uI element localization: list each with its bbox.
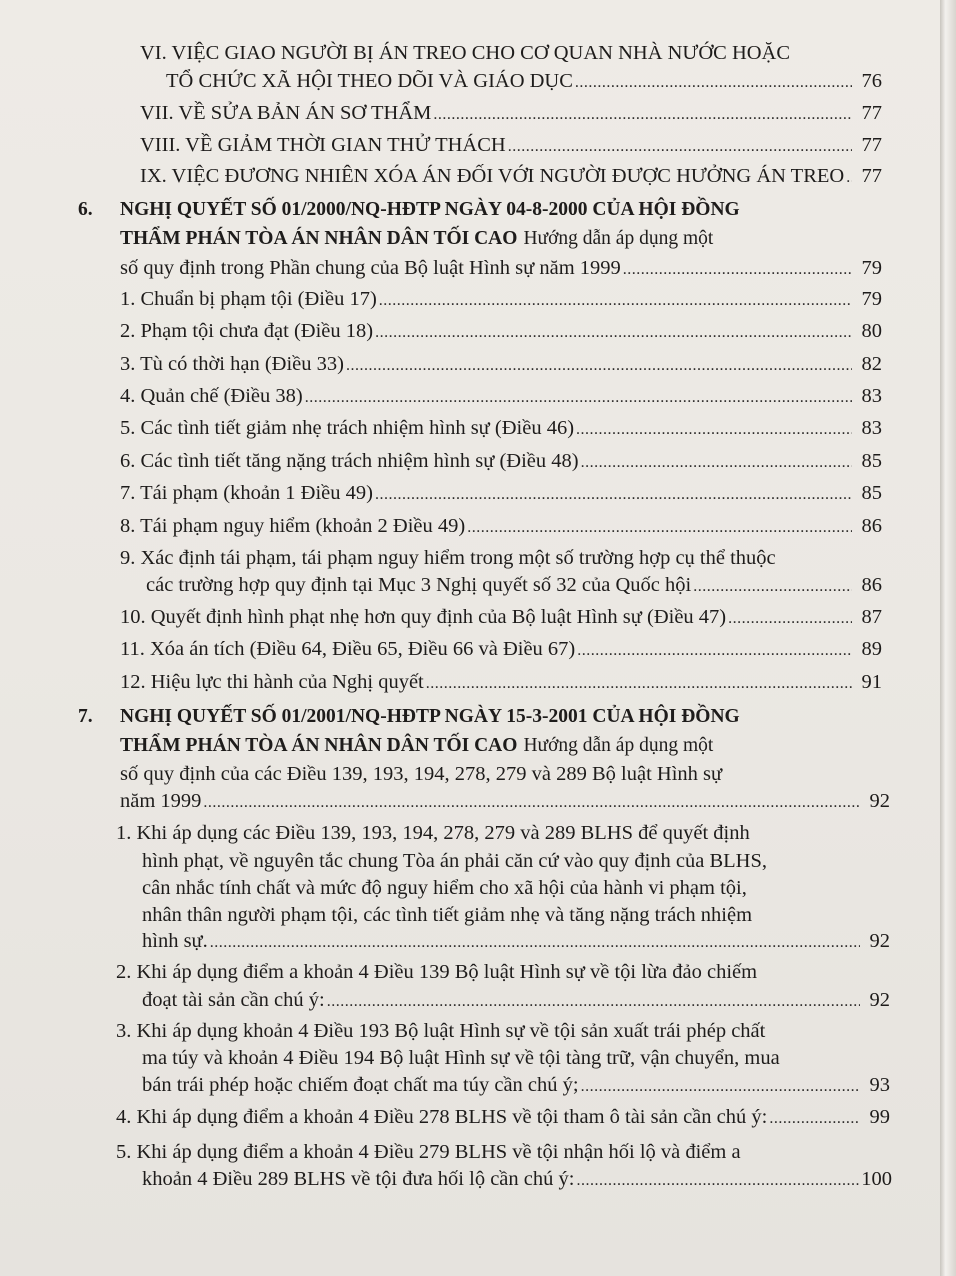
section-title-text: năm 1999 [120,790,202,812]
toc-item-3-line1 [116,1016,840,1046]
toc-item-1-line3 [142,873,838,903]
dot-leader [769,1104,860,1134]
dot-leader [375,480,852,510]
page-number: 77 [861,165,882,187]
dot-leader [346,351,852,381]
toc-item-2-line1 [116,957,840,987]
dot-leader [467,513,852,543]
toc-entry-viii [140,130,882,160]
toc-item-text: 5. Khi áp dụng điểm a khoản 4 Điều 279 BLHS về tội nhận hối lộ và điểm a [116,1141,741,1163]
toc-item-text: hình sự. [142,930,208,952]
section-title-text: NGHỊ QUYẾT SỐ 01/2000/NQ-HĐTP NGÀY 04-8-2000 CỦA HỘI ĐỒNG [120,199,740,220]
dot-leader [623,255,852,285]
toc-item-text: 11. Xóa án tích (Điều 64, Điều 65, Điều 66 và Điều 67) [120,638,576,660]
dot-leader [508,132,852,162]
toc-item [120,446,882,476]
toc-item [120,634,882,664]
toc-item [120,284,882,314]
toc-item-1-line1 [116,818,838,848]
page-number: 83 [861,417,882,439]
toc-item-text: các trường hợp quy định tại Mục 3 Nghị quyết số 32 của Quốc hội [146,574,692,596]
section-7-title-line1 [120,702,832,732]
section-6-title-line3 [120,253,882,283]
toc-entry-vi-line2 [166,66,882,96]
page-number: 93 [869,1074,890,1096]
toc-entry-text: TỔ CHỨC XÃ HỘI THEO DÕI VÀ GIÁO DỤC [166,70,573,92]
dot-leader [693,572,852,602]
section-title-bold: THẨM PHÁN TÒA ÁN NHÂN DÂN TỐI CAO [120,735,518,756]
dot-leader [577,636,852,666]
page-number: 82 [861,353,882,375]
toc-entry-ix [140,161,882,191]
toc-entry-vii [140,98,882,128]
toc-item-text: khoản 4 Điều 289 BLHS về tội đưa hối lộ cần chú ý: [142,1168,575,1190]
section-7-title-line4 [120,786,890,816]
toc-entry-vi-line1 [140,38,830,68]
page-edge [940,0,956,1276]
toc-entry-text: VII. VỀ SỬA BẢN ÁN SƠ THẨM [140,102,432,124]
dot-leader [581,1072,860,1102]
page-number: 92 [869,930,890,952]
toc-item-text: ma túy và khoản 4 Điều 194 Bộ luật Hình sự về tội tàng trữ, vận chuyển, mua [142,1047,780,1069]
toc-item-text: 1. Chuẩn bị phạm tội (Điều 17) [120,288,377,310]
toc-item [120,413,882,443]
page-number: 77 [861,102,882,124]
toc-item-9-line1 [120,543,832,573]
section-title-bold: THẨM PHÁN TÒA ÁN NHÂN DÂN TỐI CAO [120,228,518,249]
toc-item [120,349,882,379]
section-title-rest: Hướng dẫn áp dụng một [523,228,714,249]
dot-leader [375,318,852,348]
toc-item-text: cân nhắc tính chất và mức độ nguy hiểm cho xã hội của hành vi phạm tội, [142,877,747,899]
dot-leader [379,286,852,316]
toc-item-text: 12. Hiệu lực thi hành của Nghị quyết [120,671,424,693]
dot-leader [576,1166,859,1196]
page-number: 85 [861,450,882,472]
toc-item [120,478,882,508]
page-number: 76 [861,70,882,92]
section-title-rest: Hướng dẫn áp dụng một [523,735,714,756]
page-number: 83 [861,385,882,407]
toc-item-4 [116,1102,890,1132]
dot-leader [305,383,852,413]
toc-item-text: bán trái phép hoặc chiếm đoạt chất ma túy cần chú ý; [142,1074,579,1096]
toc-item-3-line3 [142,1070,890,1100]
section-title-text: NGHỊ QUYẾT SỐ 01/2001/NQ-HĐTP NGÀY 15-3-2001 CỦA HỘI ĐỒNG [120,706,740,727]
page-number: 92 [869,989,890,1011]
toc-item [120,667,882,697]
toc-item [120,511,882,541]
page-number: 86 [861,574,882,596]
dot-leader [576,415,852,445]
toc-item-3-line2 [142,1043,840,1073]
page-number: 99 [869,1106,890,1128]
toc-item-5-line1 [116,1137,842,1167]
section-title-text: số quy định trong Phần chung của Bộ luật Hình sự năm 1999 [120,257,621,279]
section-6-title-line1 [120,195,832,225]
toc-item-text: 4. Quản chế (Điều 38) [120,385,303,407]
dot-leader [426,669,852,699]
toc-entry-text: IX. VIỆC ĐƯƠNG NHIÊN XÓA ÁN ĐỐI VỚI NGƯỜI ĐƯỢC HƯỞNG ÁN TREO [140,165,845,187]
toc-item-text: 10. Quyết định hình phạt nhẹ hơn quy định của Bộ luật Hình sự (Điều 47) [120,606,727,628]
toc-item-text: 9. Xác định tái phạm, tái phạm nguy hiểm trong một số trường hợp cụ thể thuộc [120,547,776,569]
toc-item [120,316,882,346]
toc-item-1-line2 [142,846,838,876]
toc-item-text: 8. Tái phạm nguy hiểm (khoản 2 Điều 49) [120,515,466,537]
toc-item-5-line2 [142,1164,892,1194]
toc-item-text: 1. Khi áp dụng các Điều 139, 193, 194, 278, 279 và 289 BLHS để quyết định [116,822,750,844]
toc-item-text: 6. Các tình tiết tăng nặng trách nhiệm hình sự (Điều 48) [120,450,579,472]
dot-leader [203,788,860,818]
dot-leader [728,604,852,634]
page-number: 79 [861,257,882,279]
toc-item-text: 5. Các tình tiết giảm nhẹ trách nhiệm hình sự (Điều 46) [120,417,575,439]
page-number: 77 [861,134,882,156]
section-7-title-line2 [120,731,832,761]
section-title-text: số quy định của các Điều 139, 193, 194, 278, 279 và 289 Bộ luật Hình sự [120,763,723,785]
toc-item-text: hình phạt, về nguyên tắc chung Tòa án phải căn cứ vào quy định của BLHS, [142,850,767,872]
toc-item [120,381,882,411]
dot-leader [575,68,852,98]
dot-leader [581,448,852,478]
page-number: 80 [861,320,882,342]
section-7-title-line3 [120,759,840,789]
page-number: 89 [861,638,882,660]
toc-entry-text: VI. VIỆC GIAO NGƯỜI BỊ ÁN TREO CHO CƠ QUAN NHÀ NƯỚC HOẶC [140,42,791,64]
section-number: 6. [78,199,93,220]
toc-item [120,602,882,632]
page-number: 92 [869,790,890,812]
toc-item-text: 3. Tù có thời hạn (Điều 33) [120,353,344,375]
section-6-title-line2 [120,224,832,254]
page-number: 91 [861,671,882,693]
toc-item-text: 7. Tái phạm (khoản 1 Điều 49) [120,482,373,504]
toc-item-2-line2 [142,985,890,1015]
page-number: 87 [861,606,882,628]
toc-item-text: 2. Khi áp dụng điểm a khoản 4 Điều 139 Bộ luật Hình sự về tội lừa đảo chiếm [116,961,758,983]
page-number: 85 [861,482,882,504]
toc-item-9-line2 [146,570,882,600]
dot-leader [210,928,860,958]
toc-item-text: nhân thân người phạm tội, các tình tiết giảm nhẹ và tăng nặng trách nhiệm [142,904,753,926]
page-number: 100 [861,1168,892,1190]
toc-item-1-line5 [142,926,890,956]
toc-item-text: 4. Khi áp dụng điểm a khoản 4 Điều 278 BLHS về tội tham ô tài sản cần chú ý: [116,1106,768,1128]
page-number: 86 [861,515,882,537]
toc-item-text: đoạt tài sản cần chú ý: [142,989,325,1011]
dot-leader [846,163,852,193]
dot-leader [433,100,852,130]
section-number: 7. [78,706,93,727]
dot-leader [327,987,860,1017]
toc-item-text: 2. Phạm tội chưa đạt (Điều 18) [120,320,374,342]
toc-entry-text: VIII. VỀ GIẢM THỜI GIAN THỬ THÁCH [140,134,506,156]
page-number: 79 [861,288,882,310]
toc-item-text: 3. Khi áp dụng khoản 4 Điều 193 Bộ luật Hình sự về tội sản xuất trái phép chất [116,1020,766,1042]
